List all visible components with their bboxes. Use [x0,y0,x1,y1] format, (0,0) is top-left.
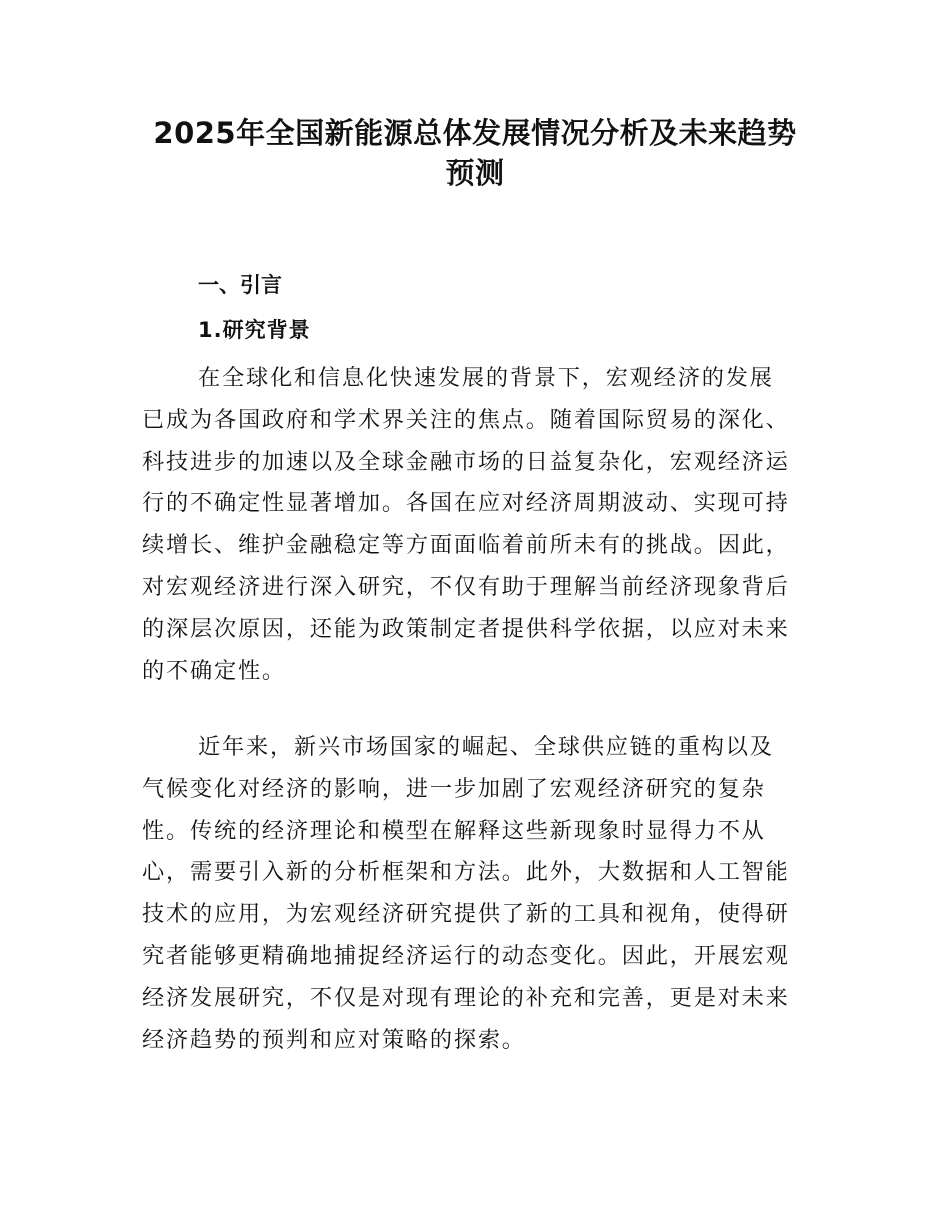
paragraph-line: 近年来，新兴市场国家的崛起、全球供应链的重构以及 [198,734,774,760]
paragraph-line: 行的不确定性显著增加。各国在应对经济周期波动、实现可持 [142,490,790,517]
subsection-heading: 1.研究背景 [198,318,311,342]
paragraph-line: 心，需要引入新的分析框架和方法。此外，大数据和人工智能 [142,859,790,886]
paragraph-line: 在全球化和信息化快速发展的背景下，宏观经济的发展 [198,365,774,391]
paragraph-line: 经济发展研究，不仅是对现有理论的补充和完善，更是对未来 [142,984,790,1011]
paragraph-line: 究者能够更精确地捕捉经济运行的动态变化。因此，开展宏观 [142,942,790,969]
title-line: 2025年全国新能源总体发展情况分析及未来趋势 [153,116,797,150]
paragraph-research-background-2 [142,727,812,1061]
paragraph-line: 对宏观经济进行深入研究，不仅有助于理解当前经济现象背后 [142,573,790,600]
paragraph-line: 的不确定性。 [142,657,286,684]
paragraph-line: 的深层次原因，还能为政策制定者提供科学依据，以应对未来 [142,615,790,642]
paragraph-line: 已成为各国政府和学术界关注的焦点。随着国际贸易的深化、 [142,406,790,433]
paragraph-line: 气候变化对经济的影响，进一步加剧了宏观经济研究的复杂 [142,775,766,802]
paragraph-line: 续增长、维护金融稳定等方面面临着前所未有的挑战。因此， [142,532,790,559]
paragraph-line: 经济趋势的预判和应对策略的探索。 [142,1026,526,1053]
paragraph-line: 科技进步的加速以及全球金融市场的日益复杂化，宏观经济运 [142,448,790,475]
title-line: 预测 [445,156,505,190]
paragraph-line: 技术的应用，为宏观经济研究提供了新的工具和视角，使得研 [142,901,790,928]
paragraph-line: 性。传统的经济理论和模型在解释这些新现象时显得力不从 [142,817,766,844]
document-title [130,113,820,193]
section-heading: 一、引言 [198,273,282,297]
paragraph-research-background-1 [142,358,812,692]
